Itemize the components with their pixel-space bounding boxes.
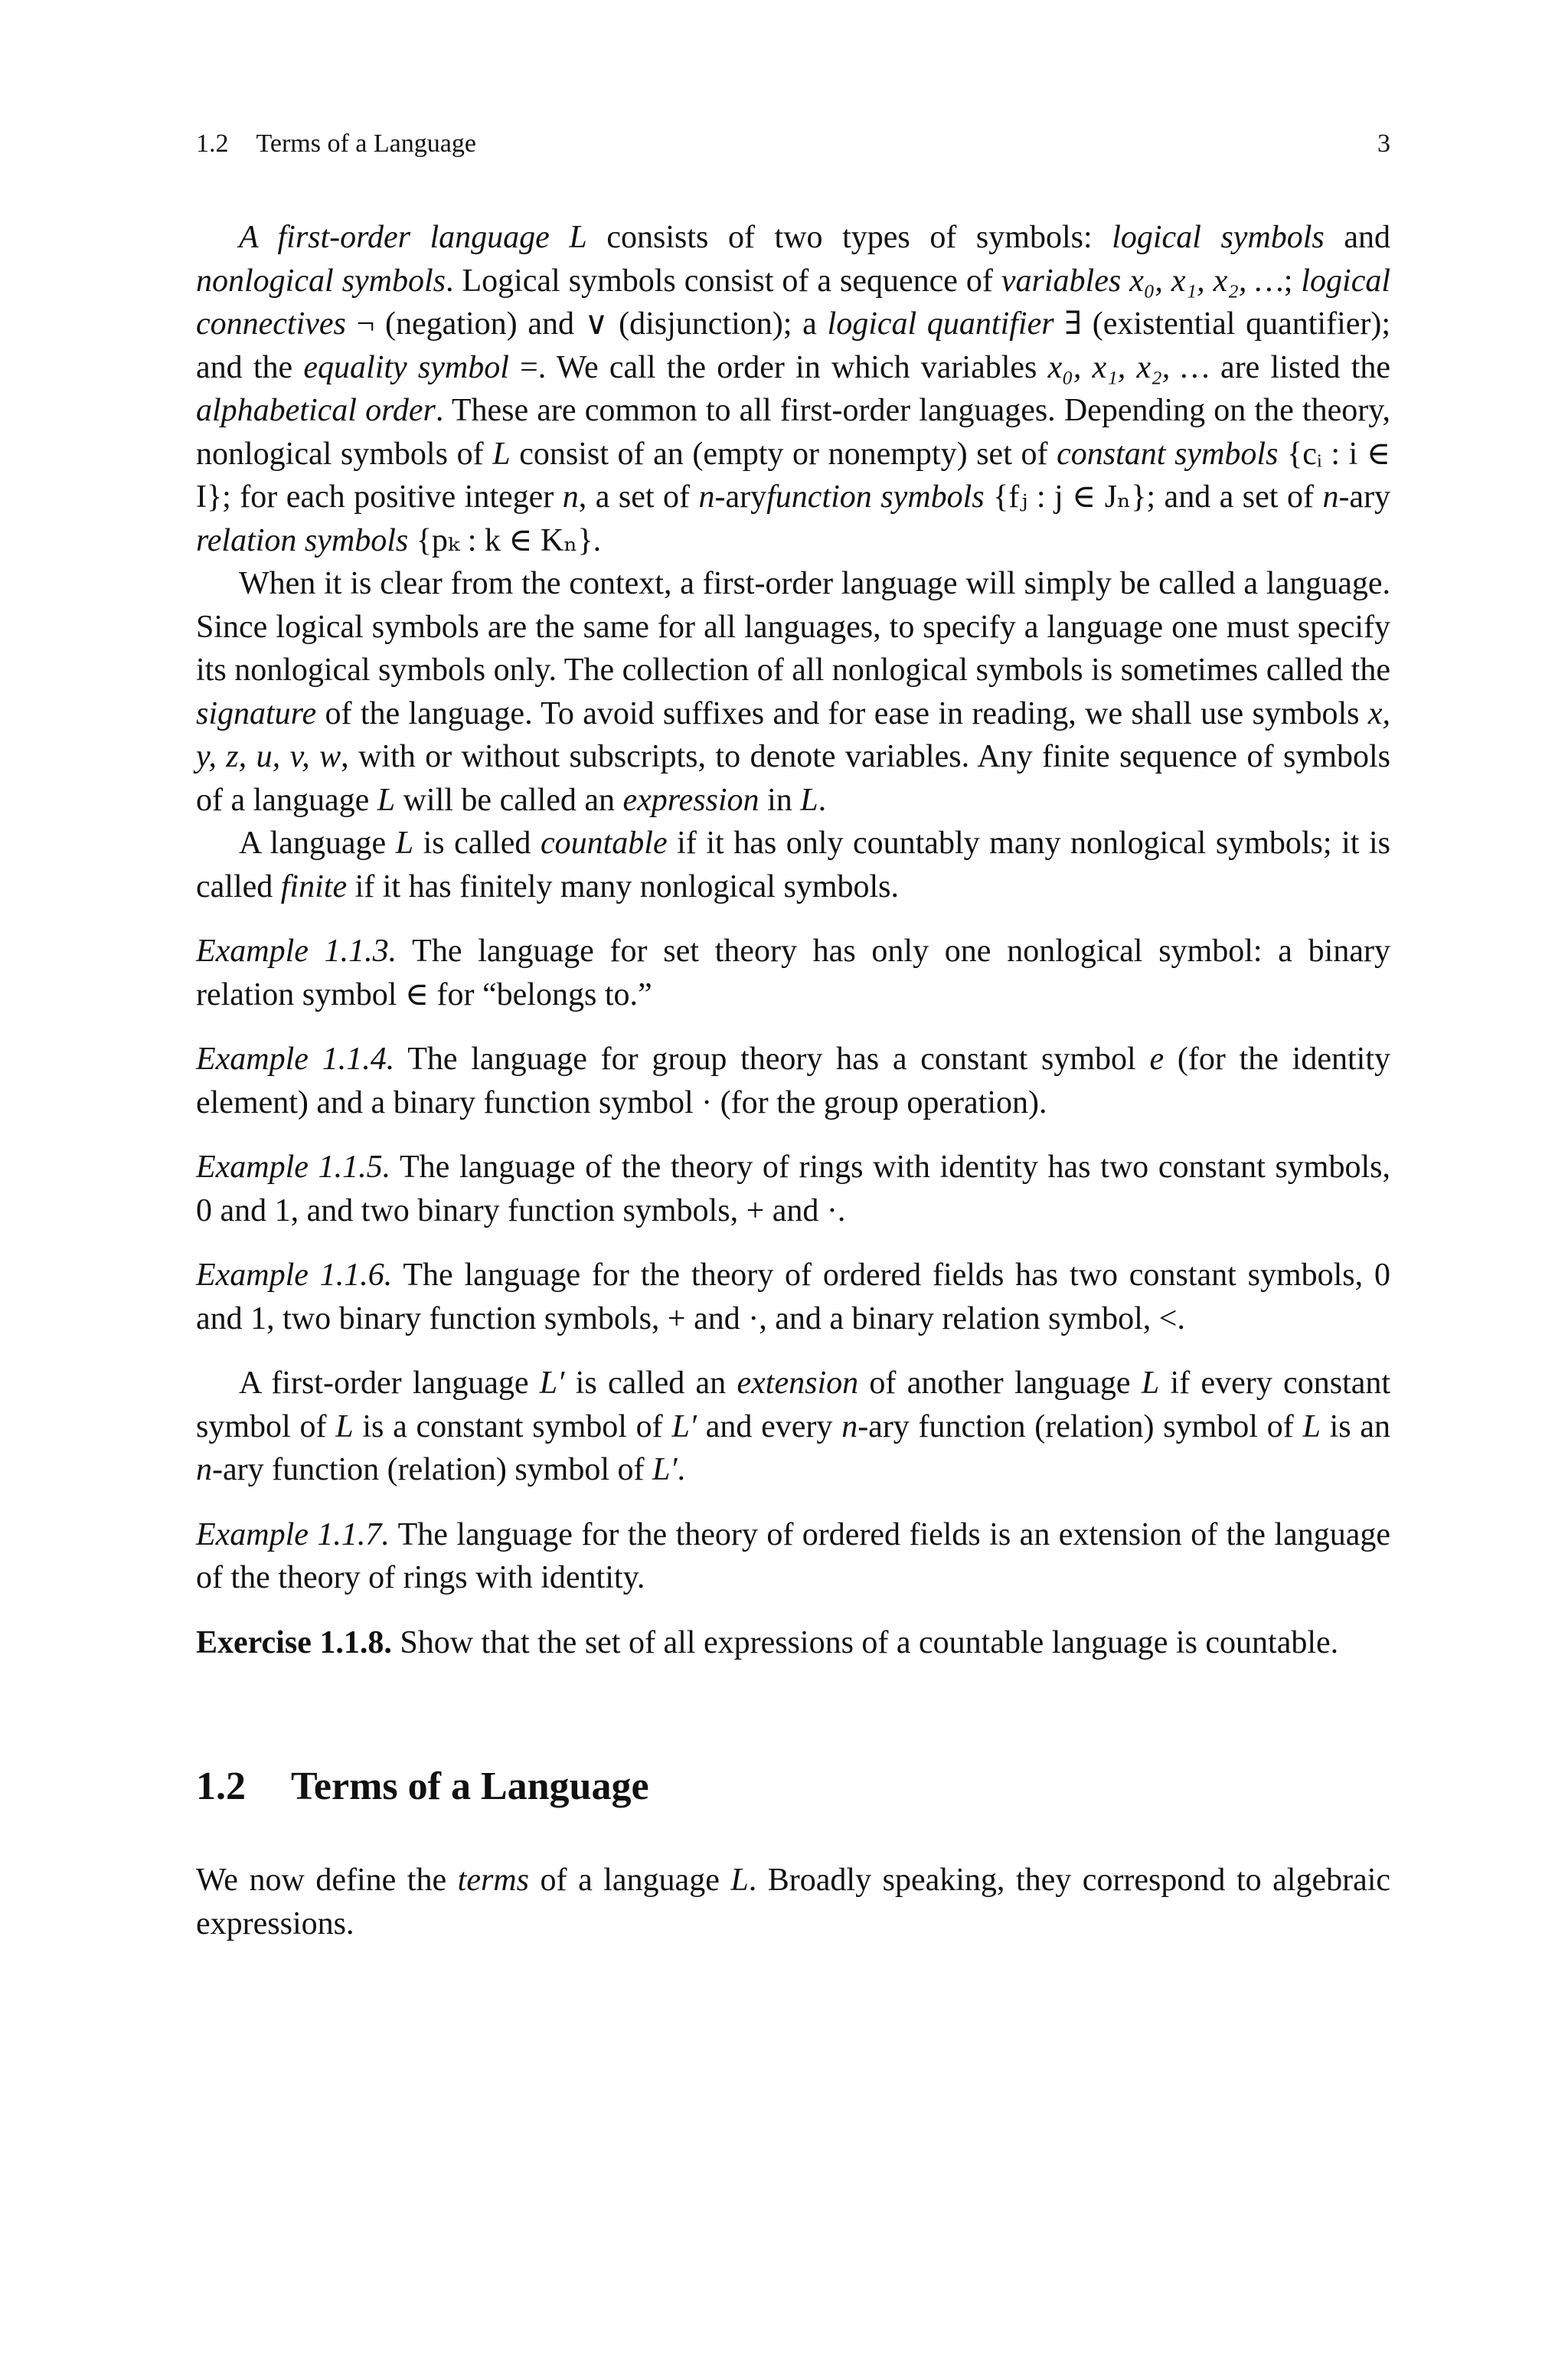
running-head-section-title: Terms of a Language [256,129,476,158]
running-head-title [196,129,476,159]
page-number: 3 [1377,129,1390,158]
paragraph-extension: A first-order language L′ is called an extension of another language L if every constant symbol of L is a constant symbol of L′ and every n-ary function (relation) symbol of L is an n-ary function (relation) symbol of L′. [196,1366,1391,1487]
example-label: Example 1.1.4. [196,1042,395,1077]
paragraph-language-definition: When it is clear from the context, a first-order language will simply be called a language. Since logical symbols are the same for all languages, to specify a language one must specify its nonlogical symbols only. The collection of all nonlogical symbols is sometimes called the signature of the language. To avoid suffixes and for ease in reading, we shall use symbols x, y, z, u, v, w, with or without subscripts, to denote variables. Any finite sequence of symbols of a language L will be called an expression in L. [196,566,1391,818]
example-label: Example 1.1.3. [196,934,397,969]
example-1-1-3: Example 1.1.3. The language for set theory has only one nonlogical symbol: a binary relation symbol ∈ for “belongs to.” [196,934,1390,1012]
example-1-1-5: Example 1.1.5. The language of the theory of rings with identity has two constant symbols, 0 and 1, and two binary function symbols, + and ·. [196,1150,1390,1228]
paragraph-countable: A language L is called countable if it has only countably many nonlogical symbols; it is called finite if it has finitely many nonlogical symbols. [196,826,1390,904]
running-head [196,129,1390,159]
section-title: Terms of a Language [291,1765,649,1808]
example-label: Example 1.1.5. [196,1150,391,1185]
page-body [196,216,1390,1945]
example-label: Example 1.1.7. [196,1516,390,1552]
example-1-1-7: Example 1.1.7. The language for the theory of ordered fields is an extension of the language of the theory of rings with identity. [196,1516,1390,1595]
section-number: 1.2 [196,1765,246,1808]
paragraph-first-order-language: A first-order language L consists of two types of symbols: logical symbols and nonlogical symbols. Logical symbols consist of a sequence of variables x₀, x₁, x₂, …; logical connectives ¬ (negation) and ∨ (disjunction); a logical quantifier ∃ (existential quantifier); and the equality symbol =. We call the order in which variables x₀, x₁, x₂, … are listed the alphabetical order. These are common to all first-order languages. Depending on the theory, nonlogical symbols of L consist of an (empty or nonempty) set of constant symbols {cᵢ : i ∈ I}; for each positive integer n, a set of n-aryfunction symbols {fⱼ : j ∈ Jₙ}; and a set of n-ary relation symbols {pₖ : k ∈ Kₙ}. [196,220,1391,558]
section-heading [196,1762,1390,1811]
example-1-1-4: Example 1.1.4. The language for group theory has a constant symbol e (for the identity element) and a binary function symbol · (for the group operation). [196,1042,1390,1120]
exercise-1-1-8: Exercise 1.1.8. Show that the set of all expressions of a countable language is countable. [196,1624,1339,1660]
running-head-section-number: 1.2 [196,129,229,158]
exercise-label: Exercise 1.1.8. [196,1624,392,1660]
example-1-1-6: Example 1.1.6. The language for the theory of ordered fields has two constant symbols, 0 and 1, two binary function symbols, + and ·, and a binary relation symbol, <. [196,1258,1390,1336]
paragraph-terms-intro: We now define the terms of a language L. Broadly speaking, they correspond to algebraic expressions. [196,1863,1391,1941]
example-label: Example 1.1.6. [196,1258,393,1293]
